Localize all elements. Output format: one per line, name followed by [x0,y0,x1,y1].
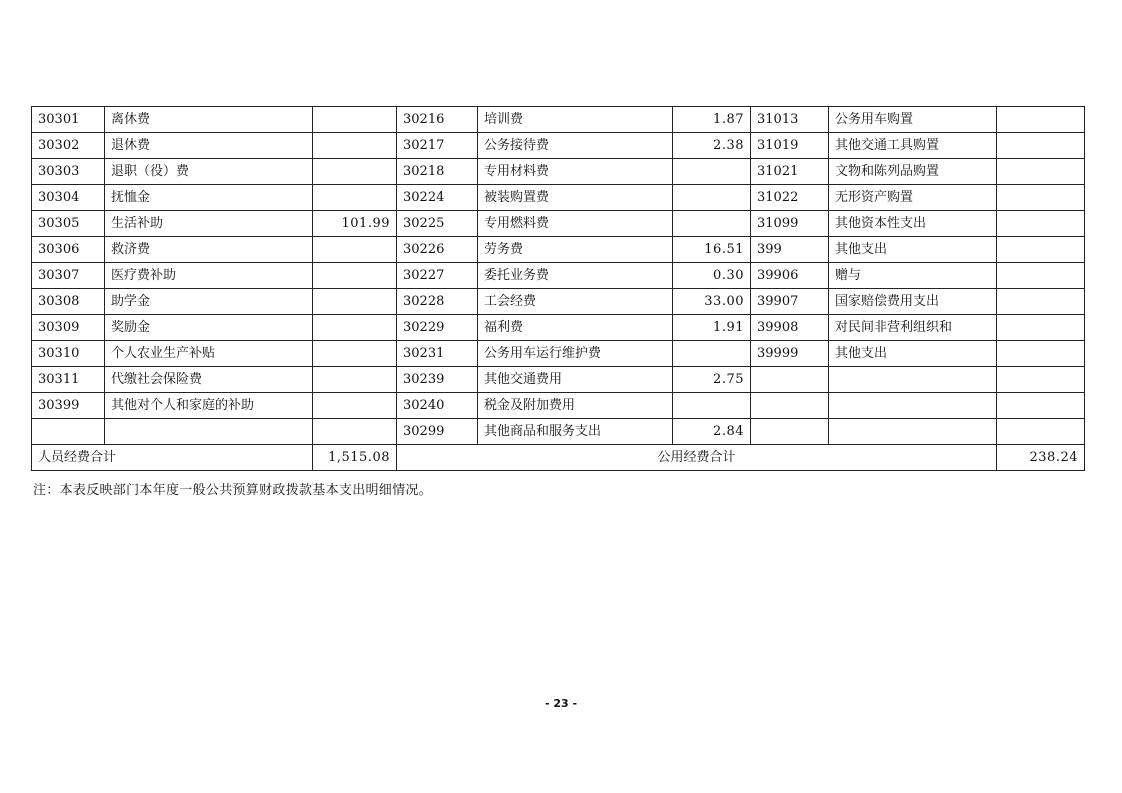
personnel-amount [313,419,397,445]
public-code: 30228 [397,289,478,315]
public-amount [673,211,751,237]
public-code: 30227 [397,263,478,289]
public-item: 公务用车运行维护费 [478,341,673,367]
public-code: 30239 [397,367,478,393]
personnel-amount [313,185,397,211]
capital-item: 其他支出 [829,341,997,367]
capital-code: 39907 [751,289,829,315]
personnel-item: 生活补助 [105,211,313,237]
personnel-amount [313,393,397,419]
capital-code: 39906 [751,263,829,289]
public-code: 30231 [397,341,478,367]
capital-amount [997,159,1085,185]
public-amount [673,159,751,185]
capital-item [829,393,997,419]
capital-code [751,367,829,393]
public-total-value: 238.24 [997,445,1085,471]
personnel-amount [313,341,397,367]
personnel-item: 抚恤金 [105,185,313,211]
personnel-total-label: 人员经费合计 [32,445,313,471]
capital-code: 39908 [751,315,829,341]
personnel-amount [313,315,397,341]
personnel-code: 30301 [32,107,105,133]
personnel-code [32,419,105,445]
personnel-item: 救济费 [105,237,313,263]
personnel-code: 30310 [32,341,105,367]
capital-item: 公务用车购置 [829,107,997,133]
public-code: 30299 [397,419,478,445]
table-row [32,367,1085,393]
public-amount: 16.51 [673,237,751,263]
capital-code: 31019 [751,133,829,159]
table-row [32,185,1085,211]
personnel-item: 代缴社会保险费 [105,367,313,393]
public-item: 工会经费 [478,289,673,315]
capital-amount [997,133,1085,159]
table-row [32,237,1085,263]
personnel-item: 其他对个人和家庭的补助 [105,393,313,419]
personnel-code: 30309 [32,315,105,341]
capital-amount [997,263,1085,289]
personnel-code: 30303 [32,159,105,185]
capital-item: 文物和陈列品购置 [829,159,997,185]
personnel-amount [313,289,397,315]
capital-item [829,419,997,445]
public-code: 30217 [397,133,478,159]
personnel-total-value: 1,515.08 [313,445,397,471]
capital-item: 赠与 [829,263,997,289]
personnel-amount [313,263,397,289]
public-code: 30224 [397,185,478,211]
capital-code: 31099 [751,211,829,237]
capital-item: 其他交通工具购置 [829,133,997,159]
table-row [32,159,1085,185]
capital-item: 其他支出 [829,237,997,263]
personnel-code: 30305 [32,211,105,237]
public-code: 30216 [397,107,478,133]
budget-detail-table [31,106,1085,471]
personnel-amount [313,159,397,185]
public-amount [673,393,751,419]
public-code: 30225 [397,211,478,237]
public-amount: 2.75 [673,367,751,393]
personnel-amount [313,107,397,133]
public-code: 30229 [397,315,478,341]
public-item: 劳务费 [478,237,673,263]
public-amount: 1.91 [673,315,751,341]
capital-item: 对民间非营利组织和 [829,315,997,341]
capital-code: 31013 [751,107,829,133]
totals-row [32,445,1085,471]
table-row [32,393,1085,419]
capital-code: 39999 [751,341,829,367]
public-amount [673,341,751,367]
public-item: 其他交通费用 [478,367,673,393]
personnel-code: 30307 [32,263,105,289]
capital-item: 国家赔偿费用支出 [829,289,997,315]
table-row [32,133,1085,159]
personnel-item: 医疗费补助 [105,263,313,289]
table-row [32,419,1085,445]
personnel-code: 30399 [32,393,105,419]
personnel-item: 奖励金 [105,315,313,341]
public-item: 专用材料费 [478,159,673,185]
public-amount: 0.30 [673,263,751,289]
personnel-item: 退休费 [105,133,313,159]
table-row [32,107,1085,133]
public-item: 专用燃料费 [478,211,673,237]
public-amount: 33.00 [673,289,751,315]
public-item: 培训费 [478,107,673,133]
personnel-code: 30302 [32,133,105,159]
public-amount: 1.87 [673,107,751,133]
personnel-code: 30304 [32,185,105,211]
table-note: 注：本表反映部门本年度一般公共预算财政拨款基本支出明细情况。 [33,483,433,498]
capital-code: 399 [751,237,829,263]
public-total-label: 公用经费合计 [397,445,997,471]
public-item: 福利费 [478,315,673,341]
table-row [32,263,1085,289]
personnel-item: 助学金 [105,289,313,315]
public-amount: 2.38 [673,133,751,159]
capital-amount [997,419,1085,445]
capital-amount [997,393,1085,419]
personnel-code: 30306 [32,237,105,263]
capital-item: 其他资本性支出 [829,211,997,237]
capital-amount [997,185,1085,211]
public-code: 30226 [397,237,478,263]
personnel-item: 个人农业生产补贴 [105,341,313,367]
capital-code [751,419,829,445]
table-row [32,315,1085,341]
table-row [32,211,1085,237]
table-body [32,107,1085,471]
public-code: 30218 [397,159,478,185]
public-item: 税金及附加费用 [478,393,673,419]
capital-amount [997,315,1085,341]
public-amount: 2.84 [673,419,751,445]
personnel-item [105,419,313,445]
capital-amount [997,289,1085,315]
personnel-amount: 101.99 [313,211,397,237]
capital-code [751,393,829,419]
public-item: 公务接待费 [478,133,673,159]
capital-amount [997,107,1085,133]
table-row [32,341,1085,367]
capital-amount [997,341,1085,367]
personnel-amount [313,367,397,393]
personnel-item: 离休费 [105,107,313,133]
personnel-item: 退职（役）费 [105,159,313,185]
public-item: 委托业务费 [478,263,673,289]
public-amount [673,185,751,211]
capital-item: 无形资产购置 [829,185,997,211]
public-item: 被装购置费 [478,185,673,211]
table-row [32,289,1085,315]
capital-code: 31022 [751,185,829,211]
capital-item [829,367,997,393]
personnel-code: 30311 [32,367,105,393]
public-item: 其他商品和服务支出 [478,419,673,445]
capital-amount [997,367,1085,393]
page-number: - 23 - [544,697,578,710]
capital-code: 31021 [751,159,829,185]
personnel-amount [313,237,397,263]
personnel-code: 30308 [32,289,105,315]
public-code: 30240 [397,393,478,419]
capital-amount [997,237,1085,263]
capital-amount [997,211,1085,237]
personnel-amount [313,133,397,159]
